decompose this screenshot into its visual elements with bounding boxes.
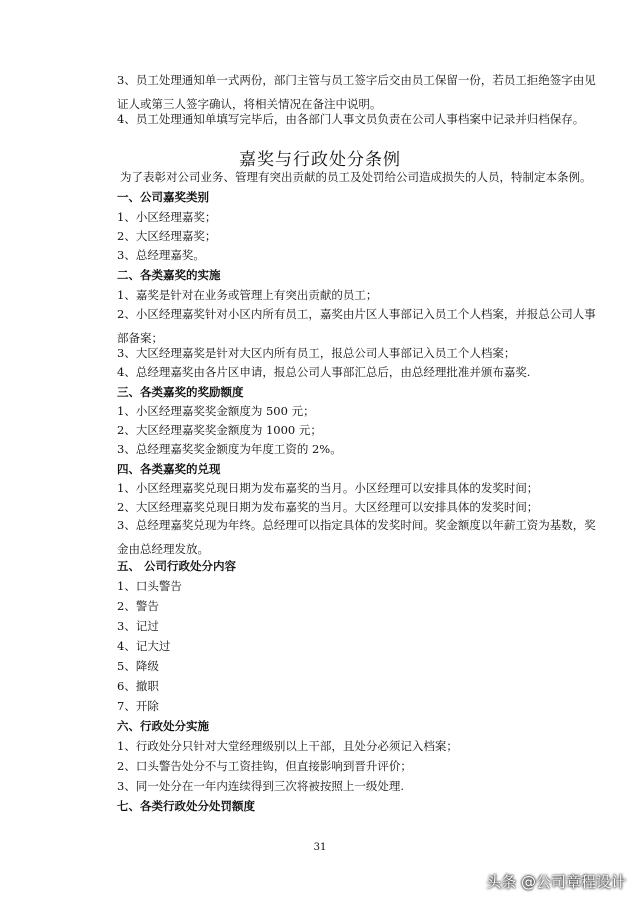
section-heading-1: 一、公司嘉奖类别 bbox=[117, 190, 209, 204]
watermark: 头条 @公司章程设计 bbox=[486, 873, 626, 891]
list-item: 3、总经理嘉奖。 bbox=[117, 248, 205, 262]
list-item: 3、总经理嘉奖兑现为年终。总经理可以指定具体的发奖时间。奖金额度以年薪工资为基数，奖金由总经理发放。 bbox=[117, 518, 596, 556]
section-heading-7: 七、各类行政处分处罚额度 bbox=[117, 799, 255, 813]
list-item: 1、行政处分只针对大堂经理级别以上干部，且处分必须记入档案； bbox=[117, 739, 458, 753]
paragraph-top-2: 4、员工处理通知单填写完毕后，由各部门人事文员负责在公司人事档案中记录并归档保存。 bbox=[117, 112, 585, 126]
list-item: 7、开除 bbox=[117, 699, 159, 713]
list-item: 1、小区经理嘉奖奖金额度为 500 元； bbox=[117, 404, 315, 418]
section-heading-3: 三、各类嘉奖的奖励额度 bbox=[117, 385, 244, 399]
list-item: 1、小区经理嘉奖； bbox=[117, 210, 217, 224]
list-item: 1、小区经理嘉奖兑现日期为发布嘉奖的当月。小区经理可以安排具体的发奖时间； bbox=[117, 481, 539, 495]
list-item: 4、总经理嘉奖由各片区申请，报总公司人事部汇总后，由总经理批准并颁布嘉奖. bbox=[117, 365, 531, 379]
list-item: 1、口头警告 bbox=[117, 579, 182, 593]
section-heading-6: 六、行政处分实施 bbox=[117, 719, 209, 733]
list-item: 3、同一处分在一年内连续得到三次将被按照上一级处理. bbox=[117, 779, 404, 793]
list-item: 2、大区经理嘉奖； bbox=[117, 229, 217, 243]
section-heading-2: 二、各类嘉奖的实施 bbox=[117, 268, 221, 282]
list-item: 2、小区经理嘉奖针对小区内所有员工，嘉奖由片区人事部记入员工个人档案，并报总公司人事部备案； bbox=[117, 307, 596, 345]
list-item: 2、警告 bbox=[117, 599, 159, 613]
intro-paragraph: 为了表彰对公司业务、管理有突出贡献的员工及处罚给公司造成损失的人员，特制定本条例。 bbox=[120, 170, 592, 184]
page-title: 嘉奖与行政处分条例 bbox=[239, 150, 401, 170]
page-number: 31 bbox=[313, 842, 327, 853]
list-item: 6、撤职 bbox=[117, 679, 159, 693]
list-item: 1、嘉奖是针对在业务或管理上有突出贡献的员工； bbox=[117, 288, 378, 302]
list-item: 2、口头警告处分不与工资挂钩，但直接影响到晋升评价； bbox=[117, 759, 412, 773]
list-item: 2、大区经理嘉奖奖金额度为 1000 元； bbox=[117, 423, 322, 437]
list-item: 4、记大过 bbox=[117, 639, 171, 653]
list-item: 3、大区经理嘉奖是针对大区内所有员工，报总公司人事部记入员工个人档案； bbox=[117, 346, 516, 360]
section-heading-4: 四、各类嘉奖的兑现 bbox=[117, 462, 221, 476]
list-item: 3、记过 bbox=[117, 619, 159, 633]
section-heading-5: 五、 公司行政处分内容 bbox=[117, 559, 237, 573]
list-item: 2、大区经理嘉奖兑现日期为发布嘉奖的当月。大区经理可以安排具体的发奖时间； bbox=[117, 500, 539, 514]
paragraph-top-1: 3、员工处理通知单一式两份，部门主管与员工签字后交由员工保留一份，若员工拒绝签字由见证人或第三人签字确认，将相关情况在备注中说明。 bbox=[117, 73, 596, 111]
list-item: 3、总经理嘉奖奖金额度为年度工资的 2%。 bbox=[117, 442, 342, 456]
list-item: 5、降级 bbox=[117, 659, 159, 673]
